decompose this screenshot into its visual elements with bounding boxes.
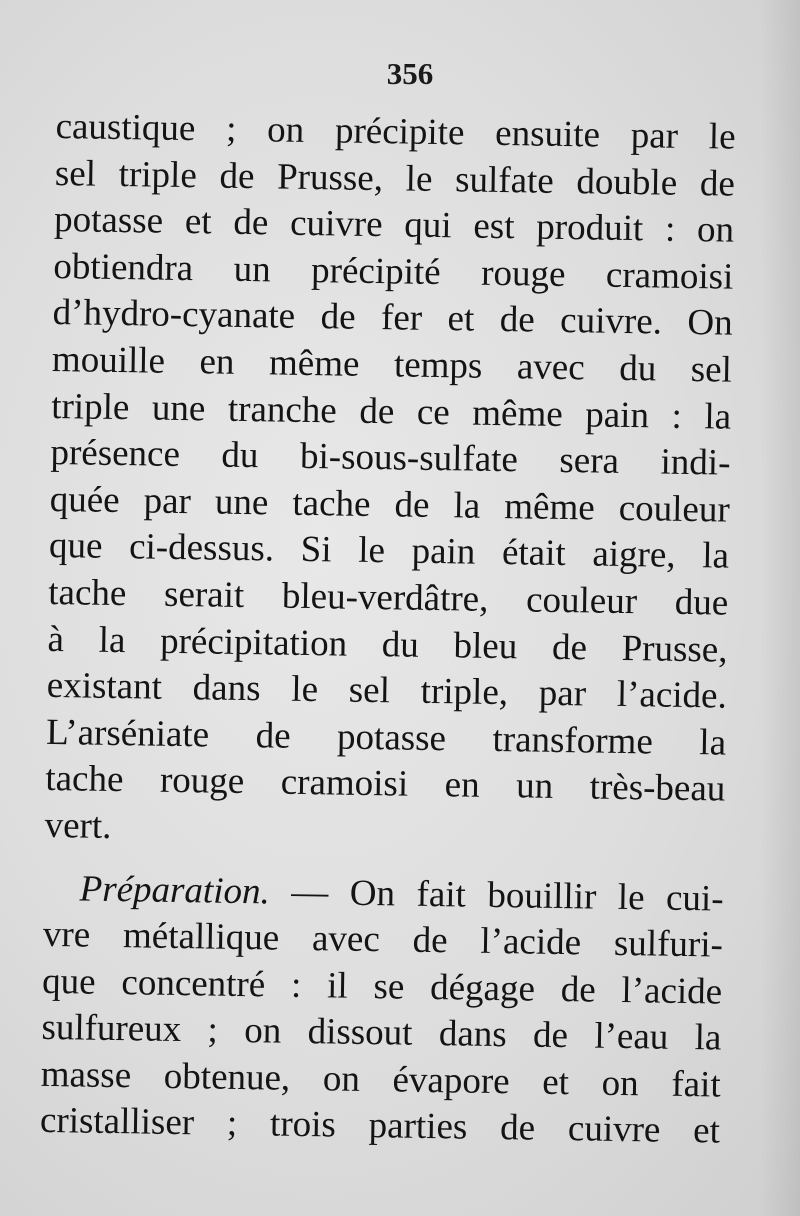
- text-line: que ci-dessus. Si le pain était aigre, la: [48, 525, 730, 577]
- text-line: obtiendra un précipité rouge cramoisi: [53, 245, 734, 298]
- paragraph-2: [40, 865, 724, 1155]
- text-line: d’hydro-cyanate de fer et de cuivre. On: [52, 292, 733, 345]
- text-line: que concentré : il se dégage de l’acide: [41, 960, 723, 1013]
- text-line: vre métallique avec de l’acide sulfuri-: [42, 913, 724, 966]
- paragraph-1: [44, 104, 736, 860]
- page-number: 356: [386, 56, 434, 91]
- text-line: triple une tranche de ce même pain : la: [50, 385, 732, 438]
- text-line: caustique ; on précipite ensuite par le: [55, 105, 736, 158]
- page-body-text: [40, 104, 736, 1156]
- text-line: sulfureux ; on dissout dans de l’eau la: [41, 1007, 722, 1059]
- text-line: tache serait bleu-verdâtre, couleur due: [48, 571, 729, 624]
- text-line: existant dans le sel triple, par l’acide.: [46, 665, 728, 717]
- text-line: L’arséniate de potasse transforme la: [45, 711, 727, 764]
- text-line: présence du bi-sous-sulfate sera indi-: [50, 432, 731, 484]
- text-line: sel triple de Prusse, le sulfate double de: [54, 152, 736, 205]
- text-line: cristalliser ; trois parties de cuivre et: [39, 1100, 721, 1153]
- text-line-rest: — On fait bouillir le cui-: [269, 870, 724, 920]
- text-line: quée par une tache de la même couleur: [49, 478, 731, 531]
- text-line: vert.: [44, 804, 112, 847]
- text-line: à la précipitation du bleu de Prusse,: [47, 618, 728, 671]
- paragraph-lead-in: Préparation.: [79, 867, 271, 912]
- text-line: masse obtenue, on évapore et on fait: [40, 1053, 721, 1106]
- page-edge-shadow: [760, 0, 800, 1216]
- text-line: tache rouge cramoisi en un très-beau: [45, 758, 726, 810]
- text-line: potasse et de cuivre qui est produit : on: [53, 199, 735, 251]
- text-line: mouille en même temps avec du sel: [51, 338, 733, 391]
